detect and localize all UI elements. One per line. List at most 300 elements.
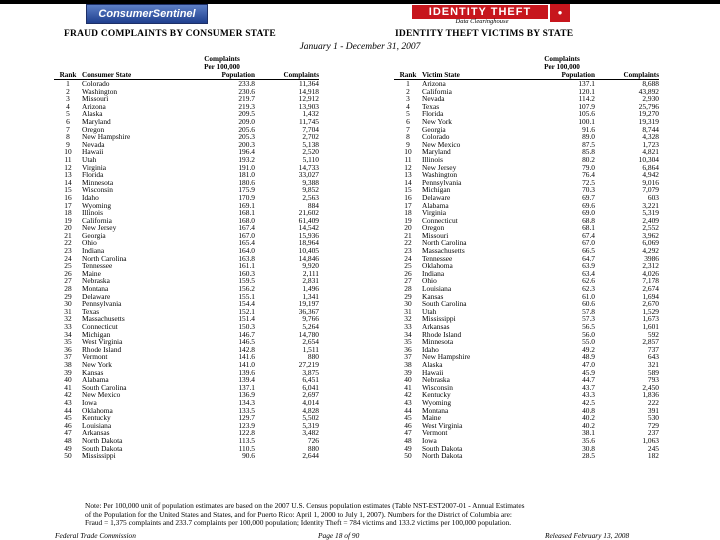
- population-rate-cell: 122.8: [238, 428, 255, 438]
- complaints-cell: 14,780: [298, 329, 319, 339]
- population-rate-cell: 181.0: [238, 170, 255, 180]
- complaints-cell: 19,270: [638, 109, 659, 119]
- complaints-cell: 321: [647, 359, 659, 369]
- rank-header: Rank: [54, 71, 82, 80]
- population-rate-cell: 85.8: [582, 147, 595, 157]
- complaints-cell: 245: [647, 443, 659, 453]
- complaints-cell: 14,733: [298, 162, 319, 172]
- population-header: Population: [529, 71, 595, 80]
- footnote-line: Fraud = 1,375 complaints and 233.7 complaints per 100,000 population; Identity Theft = 784 victims and 133.2 victims per 100,000 population.: [85, 518, 512, 528]
- rank-cell: 17: [64, 200, 72, 210]
- state-cell: Mississippi: [422, 314, 456, 324]
- complaints-cell: 237: [647, 428, 659, 438]
- state-cell: Nebraska: [422, 375, 450, 385]
- state-cell: Wisconsin: [422, 382, 453, 392]
- consumer-sentinel-logo: ConsumerSentinel: [86, 4, 208, 24]
- header-mid-cell: [54, 63, 82, 71]
- rank-cell: 32: [404, 314, 412, 324]
- complaints-cell: 2,697: [302, 390, 319, 400]
- state-cell: South Carolina: [422, 299, 467, 309]
- rank-cell: 10: [64, 147, 72, 157]
- rank-cell: 31: [404, 306, 412, 316]
- complaints-cell: 2,930: [642, 94, 659, 104]
- population-rate-cell: 69.7: [582, 192, 595, 202]
- rank-cell: 34: [64, 329, 72, 339]
- population-rate-cell: 165.4: [238, 238, 255, 248]
- header-mid-cell: [422, 63, 529, 71]
- state-cell: Michigan: [422, 185, 451, 195]
- state-cell: Connecticut: [422, 215, 458, 225]
- state-cell: Colorado: [82, 79, 110, 88]
- rank-cell: 10: [404, 147, 412, 157]
- header-top-cell: [82, 55, 189, 63]
- footnote: [85, 502, 645, 528]
- complaints-cell: 5,138: [302, 139, 319, 149]
- population-rate-cell: 62.6: [582, 276, 595, 286]
- population-rate-cell: 68.1: [582, 223, 595, 233]
- complaints-header: Complaints: [595, 71, 659, 80]
- complaints-cell: 19,319: [638, 116, 659, 126]
- state-cell: Minnesota: [82, 177, 114, 187]
- population-rate-cell: 105.6: [578, 109, 595, 119]
- header-top-cell: [54, 55, 82, 63]
- population-rate-cell: 193.2: [238, 154, 255, 164]
- state-cell: California: [422, 86, 452, 96]
- state-cell: Tennessee: [82, 261, 113, 271]
- rank-cell: 42: [404, 390, 412, 400]
- state-cell: Virginia: [82, 162, 107, 172]
- population-rate-cell: 163.8: [238, 253, 255, 263]
- complaints-cell: 7,079: [642, 185, 659, 195]
- population-rate-cell: 168.0: [238, 215, 255, 225]
- complaints-cell: 1,432: [302, 109, 319, 119]
- state-cell: Kansas: [422, 291, 444, 301]
- state-cell: Florida: [82, 170, 104, 180]
- population-rate-cell: 219.3: [238, 101, 255, 111]
- state-cell: Pennsylvania: [422, 177, 462, 187]
- rank-cell: 3: [66, 94, 70, 104]
- complaints-cell: 1,723: [642, 139, 659, 149]
- population-rate-cell: 35.6: [582, 435, 595, 445]
- complaints-cell: 61,409: [298, 215, 319, 225]
- rank-cell: 8: [406, 132, 410, 142]
- header-mid-cell: [394, 63, 422, 71]
- state-cell: Maryland: [422, 147, 451, 157]
- state-cell: Wisconsin: [82, 185, 113, 195]
- state-cell: Maryland: [82, 116, 111, 126]
- population-rate-cell: 209.5: [238, 109, 255, 119]
- population-rate-cell: 40.2: [582, 420, 595, 430]
- rank-cell: 7: [66, 124, 70, 134]
- complaints-cell: 530: [647, 413, 659, 423]
- state-cell: Texas: [82, 306, 100, 316]
- rank-header: Rank: [394, 71, 422, 80]
- complaints-cell: 6,069: [642, 238, 659, 248]
- population-rate-cell: 80.2: [582, 154, 595, 164]
- population-rate-cell: 169.1: [238, 200, 255, 210]
- state-cell: Connecticut: [82, 322, 118, 331]
- complaints-cell: 15,936: [298, 230, 319, 240]
- population-rate-cell: 38.1: [582, 428, 595, 438]
- population-rate-cell: 87.5: [582, 139, 595, 149]
- population-rate-cell: 69.0: [582, 208, 595, 218]
- state-cell: New Jersey: [422, 162, 457, 172]
- state-cell: Vermont: [422, 428, 448, 438]
- rank-cell: 23: [404, 246, 412, 256]
- population-rate-cell: 79.0: [582, 162, 595, 172]
- population-rate-cell: 141.6: [238, 352, 255, 362]
- rank-cell: 5: [66, 109, 70, 119]
- complaints-cell: 36,367: [298, 306, 319, 316]
- rank-cell: 22: [404, 238, 412, 248]
- state-cell: Arkansas: [422, 322, 450, 331]
- complaints-cell: 19,197: [298, 299, 319, 309]
- state-cell: Indiana: [82, 246, 105, 256]
- complaints-cell: 1,694: [642, 291, 659, 301]
- complaints-cell: 2,644: [302, 451, 319, 461]
- complaints-cell: 9,852: [302, 185, 319, 195]
- state-cell: Arkansas: [82, 428, 110, 438]
- rank-cell: 1: [66, 79, 70, 88]
- complaints-cell: 11,745: [298, 116, 319, 126]
- complaints-cell: 14,542: [298, 223, 319, 233]
- complaints-cell: 7,704: [302, 124, 319, 134]
- state-cell: Montana: [422, 405, 449, 415]
- rank-cell: 19: [404, 215, 412, 225]
- complaints-cell: 222: [647, 397, 659, 407]
- population-rate-cell: 142.8: [238, 344, 255, 354]
- population-rate-cell: 67.4: [582, 230, 595, 240]
- population-rate-cell: 151.4: [238, 314, 255, 324]
- population-rate-cell: 28.5: [582, 451, 595, 461]
- population-rate-cell: 161.1: [238, 261, 255, 271]
- state-cell: Georgia: [82, 230, 106, 240]
- state-cell: Maine: [82, 268, 101, 278]
- state-cell: Ohio: [82, 238, 97, 248]
- footer-release-date: Released February 13, 2008: [545, 531, 630, 540]
- identity-table-body: [394, 80, 659, 460]
- population-rate-cell: 76.4: [582, 170, 595, 180]
- population-rate-cell: 43.7: [582, 382, 595, 392]
- state-cell: Kentucky: [422, 390, 451, 400]
- rank-cell: 9: [66, 139, 70, 149]
- identity-theft-table: [394, 55, 659, 460]
- rank-cell: 27: [404, 276, 412, 286]
- state-cell: Vermont: [82, 352, 108, 362]
- rank-cell: 37: [64, 352, 72, 362]
- population-rate-cell: 42.5: [582, 397, 595, 407]
- state-cell: New Mexico: [422, 139, 461, 149]
- state-cell: Texas: [422, 101, 440, 111]
- complaints-cell: 3,875: [302, 367, 319, 377]
- table-row: [394, 452, 659, 460]
- state-cell: Massachusetts: [422, 246, 465, 256]
- rank-cell: 13: [404, 170, 412, 180]
- state-cell: Delaware: [82, 291, 111, 301]
- state-cell: Illinois: [82, 208, 103, 218]
- complaints-cell: 14,918: [298, 86, 319, 96]
- state-header: Consumer State: [82, 71, 189, 80]
- population-rate-cell: 40.8: [582, 405, 595, 415]
- rank-cell: 37: [404, 352, 412, 362]
- state-header: Victim State: [422, 71, 529, 80]
- rank-cell: 47: [64, 428, 72, 438]
- rank-cell: 1: [406, 79, 410, 88]
- population-rate-cell: 57.8: [582, 306, 595, 316]
- state-cell: Arizona: [422, 79, 446, 88]
- complaints-cell: 1,601: [642, 322, 659, 331]
- complaints-cell: 2,450: [642, 382, 659, 392]
- rank-cell: 4: [66, 101, 70, 111]
- rank-cell: 11: [64, 154, 72, 164]
- rank-cell: 36: [64, 344, 72, 354]
- header-mid-cell: Per 100,000: [544, 63, 580, 71]
- complaints-cell: 9,766: [302, 314, 319, 324]
- state-cell: New Hampshire: [422, 352, 471, 362]
- complaints-cell: 5,502: [302, 413, 319, 423]
- complaints-cell: 3,962: [642, 230, 659, 240]
- complaints-cell: 3,482: [302, 428, 319, 438]
- fraud-table-body: [54, 80, 319, 460]
- complaints-cell: 2,111: [302, 268, 319, 278]
- state-cell: Maine: [422, 413, 441, 423]
- complaints-cell: 21,602: [298, 208, 319, 218]
- state-cell: Rhode Island: [82, 344, 122, 354]
- header-top-cell: [422, 55, 529, 63]
- complaints-cell: 10,405: [298, 246, 319, 256]
- population-rate-cell: 110.5: [238, 443, 255, 453]
- complaints-cell: 10,304: [638, 154, 659, 164]
- header-top-cell: [255, 55, 319, 63]
- state-cell: Tennessee: [422, 253, 453, 263]
- complaints-cell: 4,821: [642, 147, 659, 157]
- rank-cell: 14: [64, 177, 72, 187]
- complaints-cell: 3,221: [642, 200, 659, 210]
- complaints-cell: 4,828: [302, 405, 319, 415]
- state-cell: Massachusetts: [82, 314, 125, 324]
- rank-cell: 43: [64, 397, 72, 407]
- rank-cell: 16: [404, 192, 412, 202]
- population-rate-cell: 139.6: [238, 367, 255, 377]
- rank-cell: 47: [404, 428, 412, 438]
- rank-cell: 6: [66, 116, 70, 126]
- header-mid-cell: Per 100,000: [204, 63, 240, 71]
- complaints-cell: 1,529: [642, 306, 659, 316]
- rank-cell: 39: [404, 367, 412, 377]
- population-rate-cell: 66.5: [582, 246, 595, 256]
- complaints-cell: 2,674: [642, 284, 659, 294]
- rank-cell: 46: [404, 420, 412, 430]
- rank-cell: 17: [404, 200, 412, 210]
- complaints-cell: 729: [647, 420, 659, 430]
- state-cell: Iowa: [422, 435, 437, 445]
- population-rate-cell: 40.2: [582, 413, 595, 423]
- rank-cell: 38: [64, 359, 72, 369]
- rank-cell: 2: [66, 86, 70, 96]
- state-cell: Minnesota: [422, 337, 454, 347]
- population-rate-cell: 159.5: [238, 276, 255, 286]
- rank-cell: 31: [64, 306, 72, 316]
- rank-cell: 8: [66, 132, 70, 142]
- state-cell: Missouri: [82, 94, 109, 104]
- complaints-cell: 7,178: [642, 276, 659, 286]
- state-cell: Idaho: [422, 344, 439, 354]
- state-cell: North Dakota: [82, 435, 123, 445]
- state-cell: Michigan: [82, 329, 111, 339]
- population-rate-cell: 175.9: [238, 185, 255, 195]
- population-rate-cell: 150.3: [238, 322, 255, 331]
- population-rate-cell: 152.1: [238, 306, 255, 316]
- rank-cell: 2: [406, 86, 410, 96]
- population-rate-cell: 230.6: [238, 86, 255, 96]
- population-rate-cell: 69.6: [582, 200, 595, 210]
- population-rate-cell: 68.8: [582, 215, 595, 225]
- complaints-cell: 2,857: [642, 337, 659, 347]
- population-rate-cell: 49.2: [582, 344, 595, 354]
- rank-cell: 6: [406, 116, 410, 126]
- state-cell: Oregon: [82, 124, 105, 134]
- state-cell: New Mexico: [82, 390, 121, 400]
- state-cell: Washington: [82, 86, 118, 96]
- state-cell: Hawaii: [82, 147, 104, 157]
- complaints-cell: 13,903: [298, 101, 319, 111]
- state-cell: New Hampshire: [82, 132, 131, 142]
- identity-theft-logo: [412, 2, 562, 27]
- complaints-cell: 9,388: [302, 177, 319, 187]
- complaints-cell: 4,328: [642, 132, 659, 142]
- fraud-title: FRAUD COMPLAINTS BY CONSUMER STATE: [64, 29, 276, 39]
- rank-cell: 45: [64, 413, 72, 423]
- state-cell: North Carolina: [82, 253, 127, 263]
- rank-cell: 45: [404, 413, 412, 423]
- rank-cell: 30: [404, 299, 412, 309]
- complaints-cell: 2,702: [302, 132, 319, 142]
- rank-cell: 32: [64, 314, 72, 324]
- state-cell: Washington: [422, 170, 458, 180]
- population-rate-cell: 55.0: [582, 337, 595, 347]
- rank-cell: 29: [404, 291, 412, 301]
- rank-cell: 35: [64, 337, 72, 347]
- complaints-cell: 27,219: [298, 359, 319, 369]
- population-rate-cell: 136.9: [238, 390, 255, 400]
- footer-page-number: Page 18 of 90: [318, 531, 360, 540]
- population-rate-cell: 45.9: [582, 367, 595, 377]
- state-cell: Hawaii: [422, 367, 444, 377]
- population-rate-cell: 67.0: [582, 238, 595, 248]
- table-row: [54, 452, 319, 460]
- population-rate-cell: 141.0: [238, 359, 255, 369]
- date-range: January 1 - December 31, 2007: [299, 42, 421, 52]
- complaints-cell: 5,264: [302, 322, 319, 331]
- state-cell: Oregon: [422, 223, 445, 233]
- population-rate-cell: 205.3: [238, 132, 255, 142]
- rank-cell: 35: [404, 337, 412, 347]
- rank-cell: 50: [404, 451, 412, 461]
- rank-cell: 18: [404, 208, 412, 218]
- population-rate-cell: 107.9: [578, 101, 595, 111]
- rank-cell: 23: [64, 246, 72, 256]
- state-cell: Wyoming: [82, 200, 112, 210]
- complaints-cell: 4,942: [642, 170, 659, 180]
- population-rate-cell: 129.7: [238, 413, 255, 423]
- rank-cell: 25: [64, 261, 72, 271]
- population-rate-cell: 56.0: [582, 329, 595, 339]
- population-rate-cell: 63.9: [582, 261, 595, 271]
- state-cell: South Carolina: [82, 382, 127, 392]
- state-cell: Kentucky: [82, 413, 111, 423]
- population-header: Population: [189, 71, 255, 80]
- complaints-cell: 8,744: [642, 124, 659, 134]
- identity-theft-logo-subtitle: Data Clearinghouse: [455, 18, 509, 25]
- rank-cell: 41: [404, 382, 412, 392]
- complaints-cell: 5,110: [302, 154, 319, 164]
- rank-cell: 34: [404, 329, 412, 339]
- header-mid-cell: [82, 63, 189, 71]
- complaints-cell: 2,654: [302, 337, 319, 347]
- complaints-cell: 4,292: [642, 246, 659, 256]
- rank-cell: 41: [64, 382, 72, 392]
- rank-cell: 26: [404, 268, 412, 278]
- rank-cell: 22: [64, 238, 72, 248]
- complaints-cell: 6,451: [302, 375, 319, 385]
- rank-cell: 3: [406, 94, 410, 104]
- population-rate-cell: 233.8: [238, 79, 255, 88]
- rank-cell: 26: [64, 268, 72, 278]
- population-rate-cell: 196.4: [238, 147, 255, 157]
- rank-cell: 20: [404, 223, 412, 233]
- rank-cell: 46: [64, 420, 72, 430]
- population-rate-cell: 219.7: [238, 94, 255, 104]
- rank-cell: 43: [404, 397, 412, 407]
- complaints-cell: 9,920: [302, 261, 319, 271]
- rank-cell: 21: [404, 230, 412, 240]
- complaints-cell: 2,563: [302, 192, 319, 202]
- population-rate-cell: 114.2: [578, 94, 595, 104]
- complaints-cell: 391: [647, 405, 659, 415]
- state-cell: Colorado: [422, 132, 450, 142]
- rank-cell: 48: [64, 435, 72, 445]
- state-cell: Virginia: [422, 208, 447, 218]
- state-cell: California: [82, 215, 112, 225]
- population-rate-cell: 90.6: [242, 451, 255, 461]
- state-cell: Missouri: [422, 230, 449, 240]
- population-rate-cell: 120.1: [578, 86, 595, 96]
- state-cell: Rhode Island: [422, 329, 462, 339]
- complaints-cell: 592: [647, 329, 659, 339]
- complaints-cell: 1,496: [302, 284, 319, 294]
- rank-cell: 12: [404, 162, 412, 172]
- header-top-cell: Complaints: [204, 55, 240, 63]
- complaints-cell: 6,041: [302, 382, 319, 392]
- state-cell: Oklahoma: [422, 261, 453, 271]
- state-cell: Alaska: [422, 359, 443, 369]
- population-rate-cell: 139.4: [238, 375, 255, 385]
- state-cell: Utah: [422, 306, 437, 316]
- state-cell: South Dakota: [82, 443, 123, 453]
- complaints-cell: 2,552: [642, 223, 659, 233]
- rank-cell: 38: [404, 359, 412, 369]
- population-rate-cell: 167.0: [238, 230, 255, 240]
- complaints-cell: 793: [647, 375, 659, 385]
- population-rate-cell: 134.3: [238, 397, 255, 407]
- state-cell: Iowa: [82, 397, 97, 407]
- rank-cell: 15: [404, 185, 412, 195]
- rank-cell: 27: [64, 276, 72, 286]
- state-cell: North Carolina: [422, 238, 467, 248]
- rank-cell: 48: [404, 435, 412, 445]
- rank-cell: 28: [64, 284, 72, 294]
- state-cell: Montana: [82, 284, 109, 294]
